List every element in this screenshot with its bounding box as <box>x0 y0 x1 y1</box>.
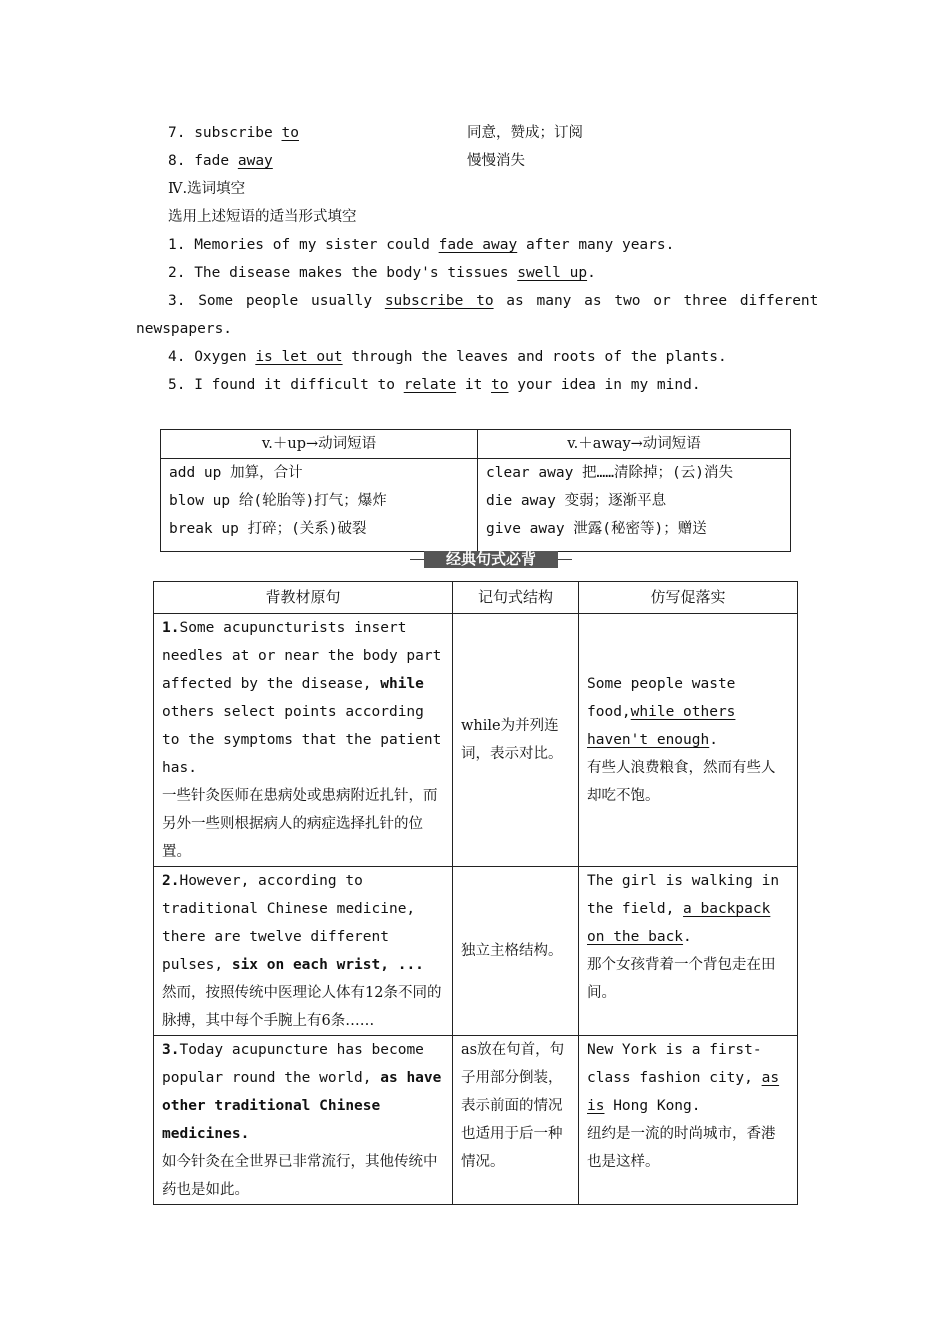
sentence-text: as many as two or three different <box>493 293 819 309</box>
answer: to <box>491 377 509 393</box>
imitation-sentence <box>587 670 789 754</box>
sentence-text: New York is a first-class fashion city, <box>587 1042 762 1086</box>
column-header: v.＋up→动词短语 <box>161 430 478 459</box>
vocab-item <box>168 151 273 171</box>
item-number: 5. <box>168 377 186 393</box>
vocab-meaning: 慢慢消失 <box>467 153 525 169</box>
sentence-text: I found it difficult to <box>194 377 404 393</box>
item-number: 4. <box>168 349 186 365</box>
answer: relate <box>403 377 457 393</box>
sentence-text: it <box>456 377 492 393</box>
answer: is let out <box>255 349 343 365</box>
answer: fade away <box>438 237 518 253</box>
phrase-entry: give away 泄露(秘密等)；赠送 <box>486 521 707 537</box>
original-cell <box>154 614 453 867</box>
sentence-text: others select points according to the symptoms that the patient has. <box>162 704 442 776</box>
original-cell <box>154 1036 453 1205</box>
sentence-text: . <box>683 929 692 945</box>
exercise-sentence <box>168 263 596 283</box>
phrase-cell <box>161 459 478 552</box>
exercise-sentence <box>168 291 819 311</box>
structure-note: as放在句首，句子用部分倒装，表示前面的情况也适用于后一种情况。 <box>453 1036 579 1205</box>
translation: 然而，按照传统中医理论人体有12条不同的脉搏，其中每个手腕上有6条…… <box>162 985 442 1029</box>
phrase-entry: break up 打碎；(关系)破裂 <box>169 521 367 537</box>
item-number: 2. <box>168 265 186 281</box>
original-sentence <box>162 1036 444 1148</box>
sentence-text: Some acupuncturists insert needles at or near the body part affected by the disease, <box>162 620 442 692</box>
answer: a backpack on the back <box>587 901 771 945</box>
imitation-sentence <box>587 867 789 951</box>
table-row <box>154 614 798 867</box>
sentence-text: your idea in my mind. <box>508 377 701 393</box>
sentence-text: The girl is walking in the field, <box>587 873 780 917</box>
column-header: 仿写促落实 <box>579 582 798 614</box>
vocab-meaning: 同意，赞成；订阅 <box>467 125 583 141</box>
answer: while others haven't enough <box>587 704 736 748</box>
phrase-text: fade <box>194 153 238 169</box>
imitation-cell <box>579 867 798 1036</box>
item-number: 3. <box>162 1042 180 1058</box>
translation: 有些人浪费粮食，然而有些人却吃不饱。 <box>587 760 776 804</box>
section-heading: Ⅳ.选词填空 <box>168 181 246 197</box>
sentence-text: Hong Kong. <box>604 1098 701 1114</box>
vocab-item <box>168 123 299 143</box>
answer: swell up <box>517 265 588 281</box>
phrase-entry: die away 变弱；逐渐平息 <box>486 493 667 509</box>
answer: subscribe to <box>384 293 494 309</box>
item-number: 7. <box>168 125 186 141</box>
column-header: 记句式结构 <box>453 582 579 614</box>
sentence-text: However, according to traditional Chinese medicine, there are twelve different pulses, <box>162 873 416 973</box>
item-number: 8. <box>168 153 186 169</box>
phrase-particle: away <box>237 153 273 169</box>
phrase-particle: to <box>281 125 299 141</box>
sentence-text: . <box>709 732 718 748</box>
sentence-text: The disease makes the body's tissues <box>194 265 518 281</box>
phrase-entry: add up 加算，合计 <box>169 465 303 481</box>
sentence-continuation: newspapers. <box>136 321 233 337</box>
phrase-table <box>160 429 791 552</box>
phrase-entry: clear away 把……清除掉；(云)消失 <box>486 465 733 481</box>
sentence-text: after many years. <box>517 237 675 253</box>
table-row <box>154 867 798 1036</box>
imitation-cell <box>579 614 798 867</box>
structure-note: while为并列连词，表示对比。 <box>453 614 579 867</box>
exercise-sentence <box>168 375 701 395</box>
banner-title: 经典句式必背 <box>445 550 536 568</box>
translation: 如今针灸在全世界已非常流行，其他传统中药也是如此。 <box>162 1154 438 1198</box>
section-banner <box>410 548 572 570</box>
original-sentence <box>162 867 444 979</box>
key-structure: while <box>380 676 424 692</box>
section-instruction: 选用上述短语的适当形式填空 <box>168 209 357 225</box>
original-sentence <box>162 614 444 782</box>
structure-note: 独立主格结构。 <box>453 867 579 1036</box>
key-structure: six on each wrist, ... <box>231 957 424 973</box>
sentence-text: Some people waste food, <box>587 676 736 720</box>
column-header: 背教材原句 <box>154 582 453 614</box>
sentence-text: through the leaves and roots of the plants. <box>342 349 727 365</box>
sentence-text: Some people usually <box>198 293 385 309</box>
column-header: v.＋away→动词短语 <box>478 430 791 459</box>
imitation-cell <box>579 1036 798 1205</box>
original-cell <box>154 867 453 1036</box>
phrase-text: subscribe <box>194 125 282 141</box>
sentence-text: Today acupuncture has become popular round the world, <box>162 1042 424 1086</box>
item-number: 3. <box>168 293 186 309</box>
sentence-text: Oxygen <box>194 349 256 365</box>
item-number: 2. <box>162 873 180 889</box>
exercise-sentence <box>168 235 674 255</box>
item-number: 1. <box>168 237 186 253</box>
item-number: 1. <box>162 620 180 636</box>
phrase-cell <box>478 459 791 552</box>
translation: 那个女孩背着一个背包走在田间。 <box>587 957 776 1001</box>
sentence-table <box>153 581 798 1205</box>
answer: as is <box>587 1070 780 1114</box>
phrase-entry: blow up 给(轮胎等)打气；爆炸 <box>169 493 387 509</box>
exercise-sentence <box>168 347 727 367</box>
imitation-sentence <box>587 1036 789 1120</box>
sentence-text: . <box>587 265 596 281</box>
translation: 纽约是一流的时尚城市，香港也是这样。 <box>587 1126 776 1170</box>
key-structure: as have other traditional Chinese medicines. <box>162 1070 442 1142</box>
sentence-text: Memories of my sister could <box>194 237 439 253</box>
translation: 一些针灸医师在患病处或患病附近扎针，而另外一些则根据病人的病症选择扎针的位置。 <box>162 788 438 860</box>
table-row <box>154 1036 798 1205</box>
